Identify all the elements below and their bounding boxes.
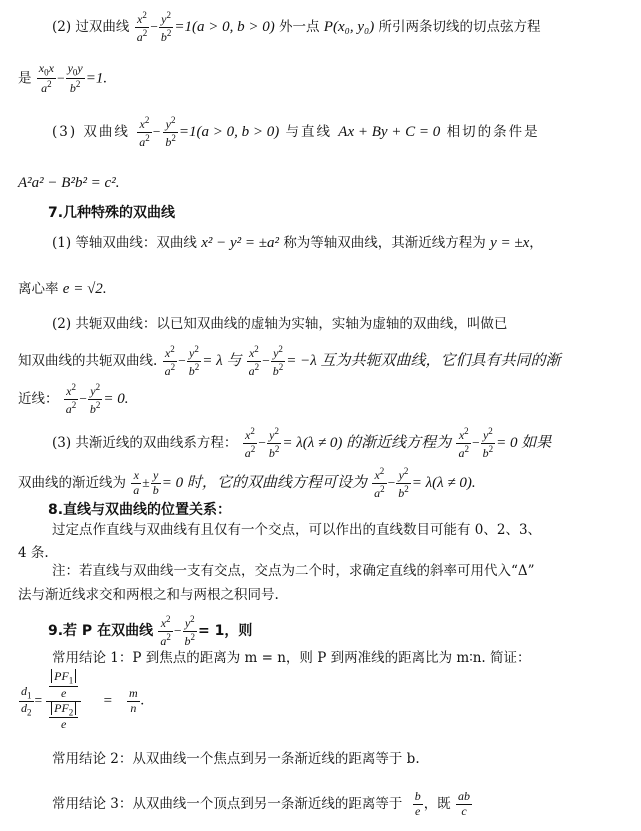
s7-2-line2: 知双曲线的共轭双曲线. $\frac{x^2}{a^2}$ − $\frac{y^2}{b^2}$ = λ 与 $\frac{x^2}{a^2}$ − $\frac{y^2}{b^2}$ = −λ 互为共轭双曲线，它们具有共同的渐 <box>18 344 561 378</box>
s7-3-line1: (3) 共渐近线的双曲线系方程： $\frac{x^2}{a^2}$ − $\frac{y^2}{b^2}$ = λ(λ ≠ 0) 的渐近线方程为 $\frac{x^2}{a^2}$ − $\frac{y^2}{b^2}$ = 0 如果 <box>52 426 552 460</box>
p3-condition: =1(a > 0, b > 0) <box>178 123 280 140</box>
p3-mid: 与直线 <box>285 123 332 140</box>
p2-tail: 所引两条切线的切点弦方程 <box>378 18 541 35</box>
s7-2-line3: 近线： $\frac{x^2}{a^2}$ − $\frac{y^2}{b^2}$ = 0. <box>18 382 129 416</box>
s7-3-f: = λ(λ ≠ 0). <box>411 474 476 491</box>
frac-y2-b2: $\frac{y^2}{b^2}$ <box>272 344 284 378</box>
c1-eq-end: . <box>140 692 145 709</box>
s7-2-line2b: = λ 与 <box>202 352 242 369</box>
frac-pf1-pf2 <box>46 670 81 732</box>
p2-line2: 是 $\frac{x_0x}{a^2}$ − $\frac{y_0y}{b^2}$ =1. <box>18 61 108 95</box>
s7-2-line2c: = −λ 互为共轭双曲线，它们具有共同的渐 <box>286 352 561 369</box>
frac-m-n: $\frac{m}{n}$ <box>129 685 138 715</box>
p3-line-eq: Ax + By + C = 0 <box>338 123 441 140</box>
frac-y2-b2: $\frac{y^2}{b^2}$ <box>482 426 494 460</box>
s7-3-c: = 0 如果 <box>496 434 552 451</box>
s7-1-end: . <box>102 281 107 297</box>
frac-x2-a2: $\frac{x^2}{a^2}$ <box>136 10 148 44</box>
s7-1-eq: x² − y² = ±a² <box>201 235 280 251</box>
s7-3-a: (3) 共渐近线的双曲线系方程： <box>52 434 238 451</box>
s7-3-d: 双曲线的渐近线为 <box>18 474 126 491</box>
s7-1-comma: ， <box>529 235 543 251</box>
frac-y2-b2: $\frac{y^2}{b^2}$ <box>165 115 176 149</box>
p2-eq: =1. <box>85 70 108 87</box>
s7-2-line1 <box>52 318 641 332</box>
frac-x2-a2: $\frac{x^2}{a^2}$ <box>374 466 385 500</box>
s7-2-line3a: 近线： <box>18 390 59 407</box>
p2-line1: (2) 过双曲线 $\frac{x^2}{a^2}$ − $\frac{y^2}{b^2}$ =1(a > 0, b > 0) 外一点 P(x₀, y₀) 所引两条切线的切点弦方程 <box>52 10 541 44</box>
frac-y-b: $\frac{y}{b}$ <box>152 468 159 497</box>
s7-1-line2 <box>18 282 641 297</box>
frac-y2-b2: $\frac{y^2}{b^2}$ <box>398 466 409 500</box>
frac-b-e: $\frac{b}{e}$ <box>414 789 421 818</box>
frac-y2-b2: $\frac{y^2}{b^2}$ <box>184 614 195 648</box>
s7-1-line1 <box>52 236 641 251</box>
c1-equation: $\frac{d_1}{d_2}$ = $\frac{\frac{PF_1}{e}}{\frac{PF_2}{e}}$ = $\frac{m}{n}$ . <box>21 669 145 732</box>
p3-line2 <box>18 176 641 191</box>
section-8-heading: 8.直线与双曲线的位置关系： <box>48 502 232 518</box>
sec9-heading-a: 9.若 P 在双曲线 <box>48 622 154 639</box>
c1-text: 常用结论 1：P 到焦点的距离为 m = n，则 P 到两准线的距离比为 m∶n. 简证： <box>52 650 531 666</box>
p3-line1: (3) 双曲线 $\frac{x^2}{a^2}$ − $\frac{y^2}{b^2}$ =1(a > 0, b > 0) 与直线 Ax + By + C = 0 相切的条件是 <box>52 115 540 149</box>
frac-pf1-e: $\frac{PF_1}{e}$ <box>49 670 78 701</box>
p2-mid: 外一点 <box>279 18 320 35</box>
sec9-heading-b: = 1，则 <box>198 622 253 639</box>
frac-x2-a2: $\frac{x^2}{a^2}$ <box>248 344 260 378</box>
p3-tail: 相切的条件是 <box>446 123 540 140</box>
section-7-heading: 7.几种特殊的双曲线 <box>48 205 176 221</box>
frac-y0y-b2: $\frac{y_0y}{b^2}$ <box>67 61 83 95</box>
s7-1-text: (1) 等轴双曲线：双曲线 <box>52 235 197 251</box>
p3-title: (3) 双曲线 <box>52 123 130 140</box>
p2-condition: =1(a > 0, b > 0) <box>174 18 275 35</box>
frac-x2-a2: $\frac{x^2}{a^2}$ <box>160 614 171 648</box>
c3-text: 常用结论 3：从双曲线一个顶点到另一条渐近线的距离等于 <box>52 795 403 812</box>
s7-1-ecc: e = √2 <box>62 281 103 297</box>
s7-3-line2: 双曲线的渐近线为 $\frac{x}{a}$ ± $\frac{y}{b}$ = 0 时，它的双曲线方程可设为 $\frac{x^2}{a^2}$ − $\frac{y^2}{b^2}$ = λ(λ ≠ 0). <box>18 466 476 500</box>
s8-line1: 过定点作直线与双曲线有且仅有一个交点，可以作出的直线数目可能有 0、2、3、 <box>52 522 542 538</box>
frac-x2-a2: $\frac{x^2}{a^2}$ <box>65 382 77 416</box>
frac-y2-b2: $\frac{y^2}{b^2}$ <box>268 426 280 460</box>
s7-1-ecc-label: 离心率 <box>18 281 59 297</box>
s7-3-b: = λ(λ ≠ 0) 的渐近线方程为 <box>282 434 452 451</box>
frac-x2-a2: $\frac{x^2}{a^2}$ <box>458 426 469 460</box>
frac-ab-c: $\frac{ab}{c}$ <box>457 789 470 818</box>
s7-3-e: = 0 时，它的双曲线方程可设为 <box>161 474 367 491</box>
frac-x2-a2: $\frac{x^2}{a^2}$ <box>244 426 256 460</box>
frac-y2-b2: $\frac{y^2}{b^2}$ <box>160 10 172 44</box>
c3-mid: ，既 <box>423 795 451 812</box>
p2-title: (2) 过双曲线 <box>52 18 130 35</box>
s7-2-line2a: 知双曲线的共轭双曲线. <box>18 352 158 369</box>
s7-2-line1-text: (2) 共轭双曲线：以已知双曲线的虚轴为实轴，实轴为虚轴的双曲线，叫做已 <box>52 316 508 332</box>
frac-y2-b2: $\frac{y^2}{b^2}$ <box>188 344 200 378</box>
frac-x0x-a2: $\frac{x_0x}{a^2}$ <box>38 61 54 95</box>
p2-point: P(x₀, y₀) <box>323 18 375 35</box>
c1-eq-mid: = <box>102 692 113 709</box>
s7-1-mid: 称为等轴双曲线，其渐近线方程为 <box>283 235 486 251</box>
s7-1-asym: y = ±x <box>490 235 530 251</box>
section-9-heading: 9.若 P 在双曲线 $\frac{x^2}{a^2}$ − $\frac{y^2}{b^2}$ = 1，则 <box>48 614 253 648</box>
frac-x2-a2: $\frac{x^2}{a^2}$ <box>139 115 150 149</box>
c2-text: 常用结论 2：从双曲线一个焦点到另一条渐近线的距离等于 b. <box>52 751 420 767</box>
frac-pf2-e: $\frac{PF_2}{e}$ <box>49 702 78 733</box>
s8-line2: 4 条. <box>18 545 49 561</box>
frac-d1-d2: $\frac{d_1}{d_2}$ <box>21 683 32 717</box>
p2-cont: 是 <box>18 70 32 87</box>
s8-note2: 法与渐近线求交和两根之和与两根之积同号. <box>18 587 279 603</box>
p3-result: A²a² − B²b² = c². <box>18 175 120 191</box>
frac-y2-b2: $\frac{y^2}{b^2}$ <box>89 382 101 416</box>
frac-x-a: $\frac{x}{a}$ <box>133 468 140 497</box>
c3-line <box>52 790 641 819</box>
s7-2-line3b: = 0. <box>103 390 129 407</box>
s8-note1: 注：若直线与双曲线一支有交点，交点为二个时，求确定直线的斜率可用代入“Δ” <box>52 563 535 579</box>
frac-x2-a2: $\frac{x^2}{a^2}$ <box>164 344 176 378</box>
